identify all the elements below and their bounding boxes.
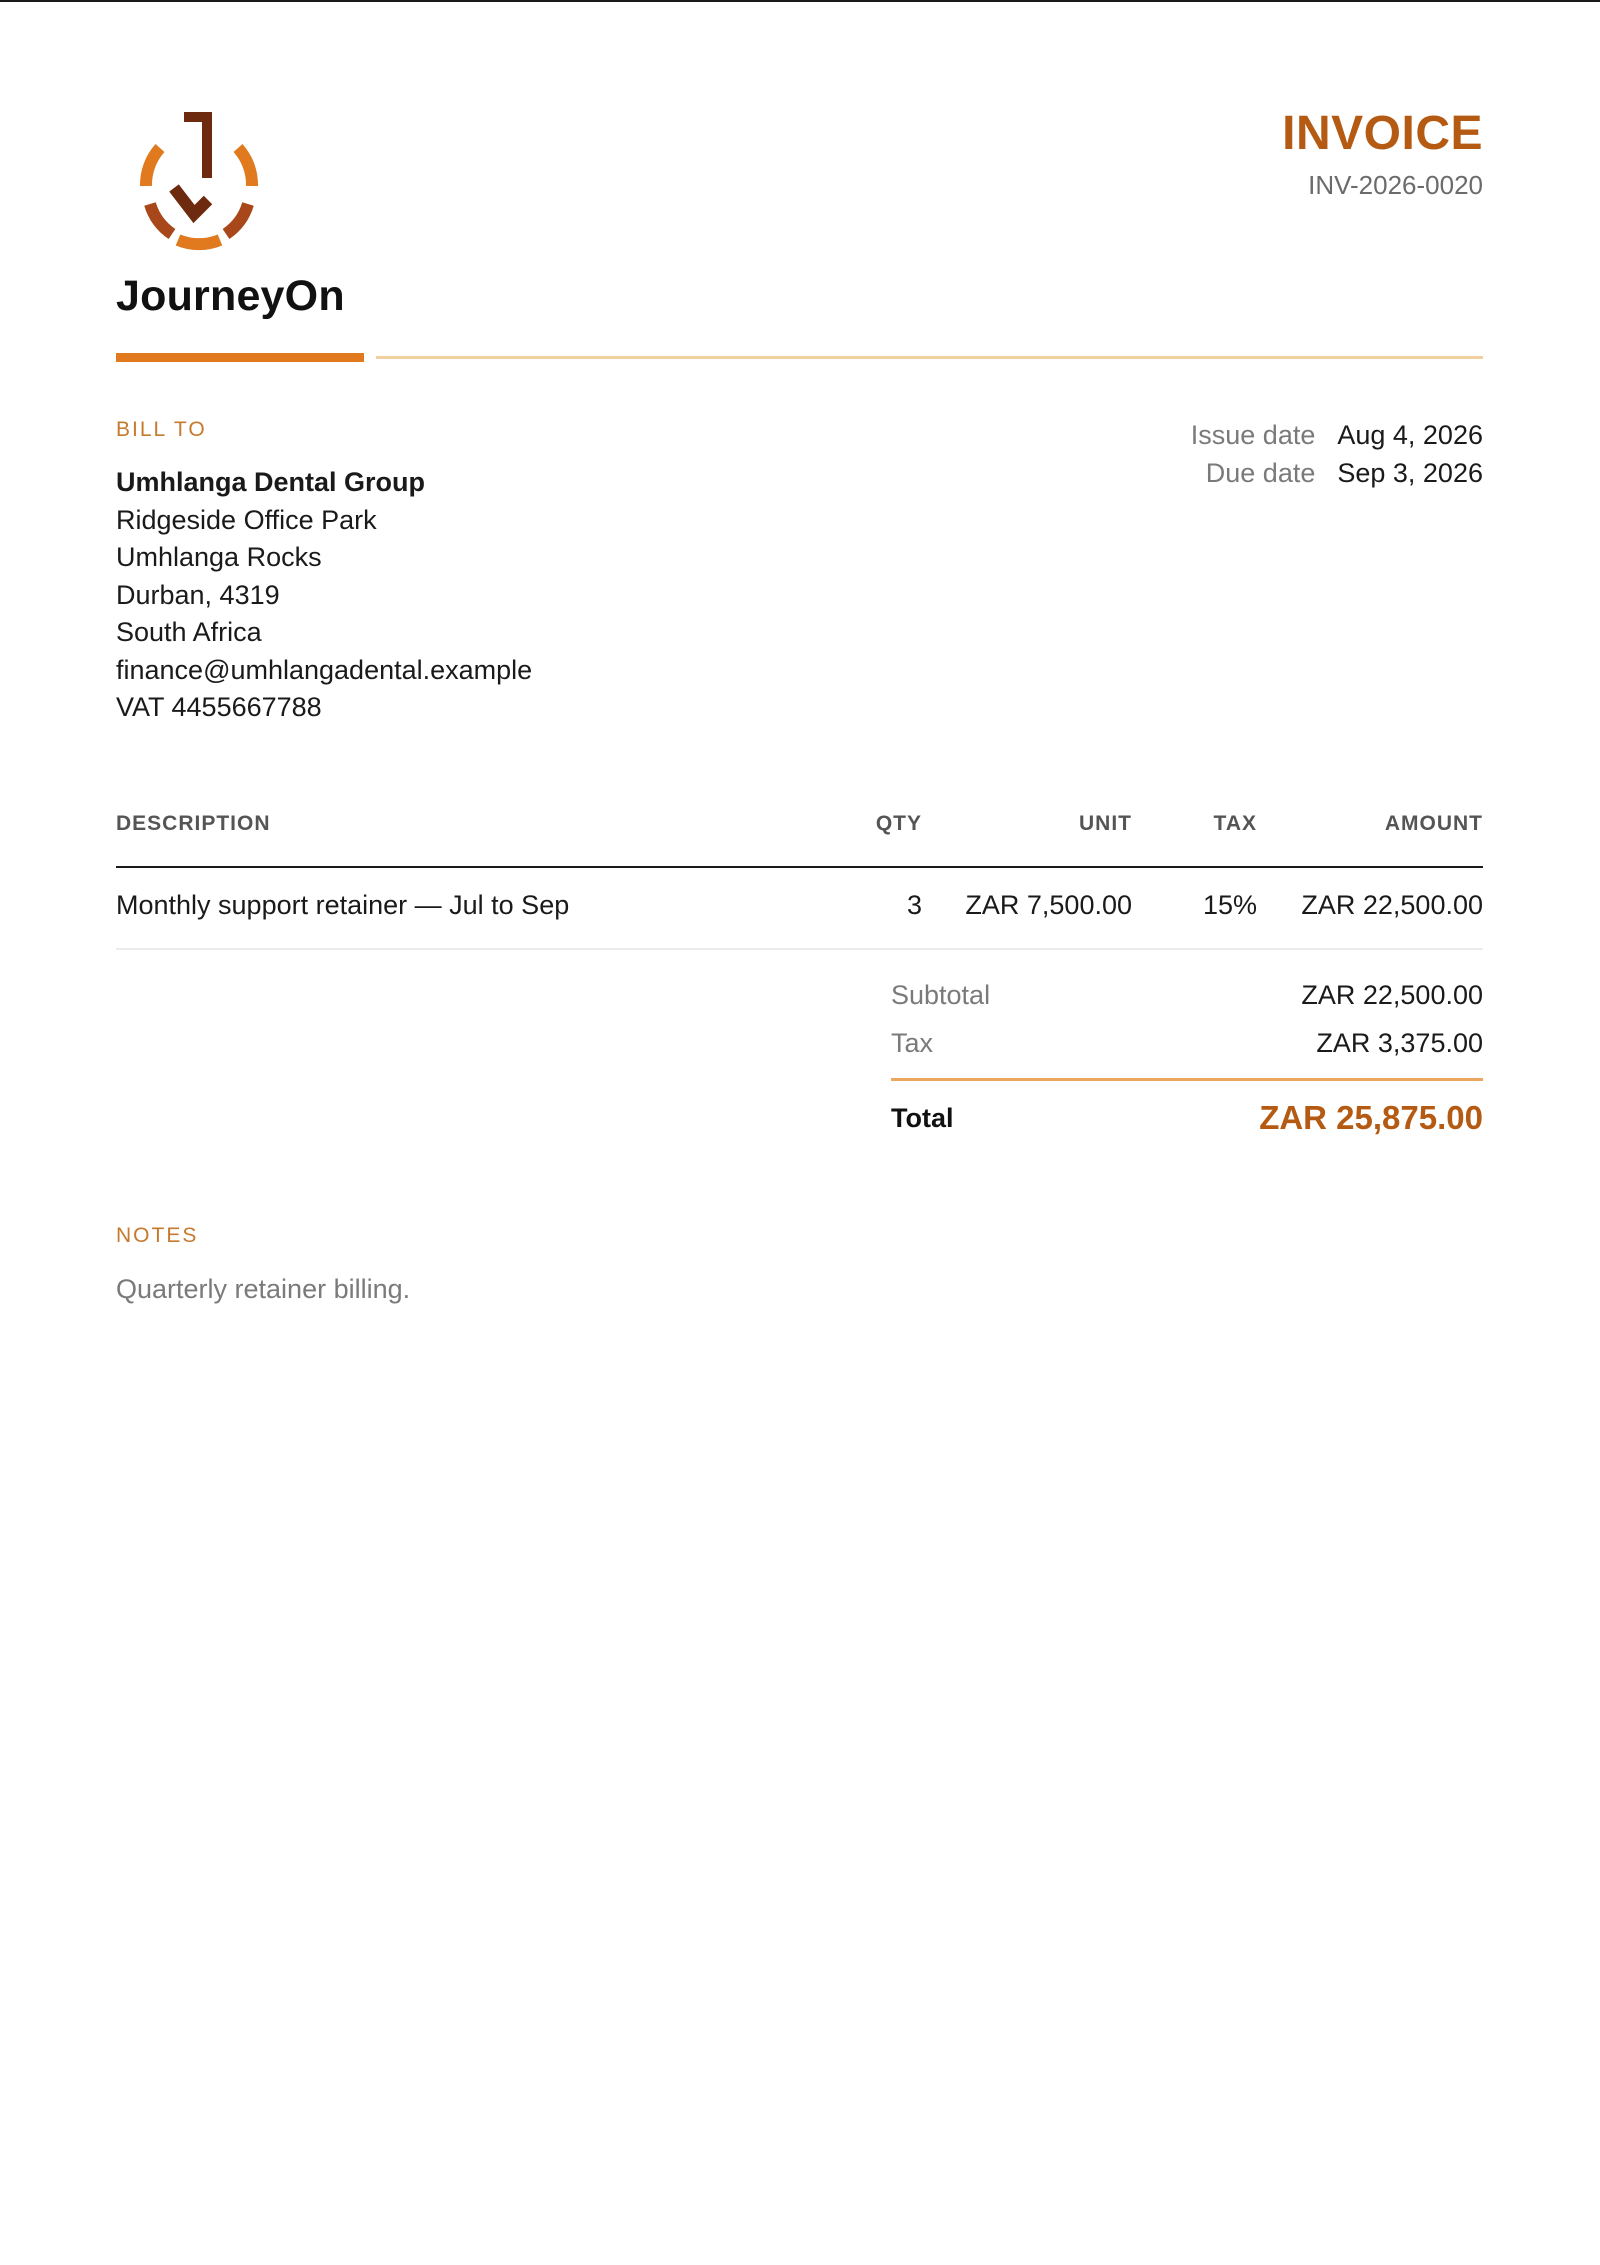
- notes-section: [116, 1224, 410, 1305]
- journeyon-logo-icon: [136, 108, 262, 258]
- header-divider: [376, 356, 1483, 359]
- line-items-table: [116, 808, 1483, 950]
- header-tax: TAX: [1213, 812, 1257, 835]
- address-line: Durban, 4319: [116, 579, 280, 610]
- notes-text: Quarterly retainer billing.: [116, 1274, 411, 1304]
- item-unit-price: ZAR 7,500.00: [965, 890, 1132, 920]
- header-qty: QTY: [875, 812, 922, 835]
- issue-date-value: Aug 4, 2026: [1337, 420, 1483, 450]
- invoice-number: INV-2026-0020: [1308, 170, 1483, 200]
- total-label: Total: [891, 1103, 954, 1133]
- client-email: finance@umhlangadental.example: [116, 654, 533, 685]
- bill-to-address: [116, 464, 532, 727]
- bill-to-label: BILL TO: [116, 418, 207, 441]
- due-date-label: Due date: [1205, 458, 1316, 488]
- item-description: Monthly support retainer — Jul to Sep: [116, 890, 570, 920]
- bill-to-section: [116, 418, 532, 727]
- item-qty: 3: [906, 890, 922, 920]
- total-row: [891, 1099, 1483, 1159]
- issue-date-row: [1191, 416, 1483, 454]
- tax-row: [891, 1028, 1483, 1076]
- header-unit: UNIT: [1079, 812, 1132, 835]
- table-row: [116, 870, 1483, 950]
- notes-label: NOTES: [116, 1224, 199, 1247]
- header-amount: AMOUNT: [1384, 812, 1483, 835]
- total-rule: [891, 1078, 1483, 1081]
- address-line: South Africa: [116, 617, 262, 647]
- invoice-title: INVOICE: [1282, 107, 1483, 160]
- client-vat: VAT 4455667788: [116, 692, 322, 722]
- item-amount: ZAR 22,500.00: [1301, 890, 1483, 920]
- invoice-dates: [1191, 416, 1483, 492]
- header-accent-rule: [116, 353, 364, 362]
- tax-value: ZAR 3,375.00: [1316, 1028, 1483, 1058]
- totals-section: [891, 980, 1483, 1159]
- table-header: [116, 808, 1483, 868]
- header-rule: [116, 866, 1483, 868]
- due-date-row: [1191, 454, 1483, 492]
- header-description: DESCRIPTION: [116, 812, 271, 835]
- item-tax: 15%: [1202, 890, 1257, 920]
- subtotal-row: [891, 980, 1483, 1028]
- issue-date-label: Issue date: [1190, 420, 1316, 450]
- subtotal-label: Subtotal: [891, 980, 991, 1010]
- address-line: Ridgeside Office Park: [116, 504, 377, 535]
- client-name: Umhlanga Dental Group: [116, 467, 426, 497]
- brand-name: JourneyOn: [116, 272, 345, 320]
- invoice-page: [116, 0, 1483, 2265]
- due-date-value: Sep 3, 2026: [1337, 458, 1483, 488]
- row-divider: [116, 948, 1483, 950]
- address-line: Umhlanga Rocks: [116, 542, 322, 572]
- invoice-title-block: [1282, 106, 1483, 201]
- total-value: ZAR 25,875.00: [1259, 1099, 1483, 1136]
- subtotal-value: ZAR 22,500.00: [1301, 980, 1483, 1010]
- tax-label: Tax: [891, 1028, 934, 1058]
